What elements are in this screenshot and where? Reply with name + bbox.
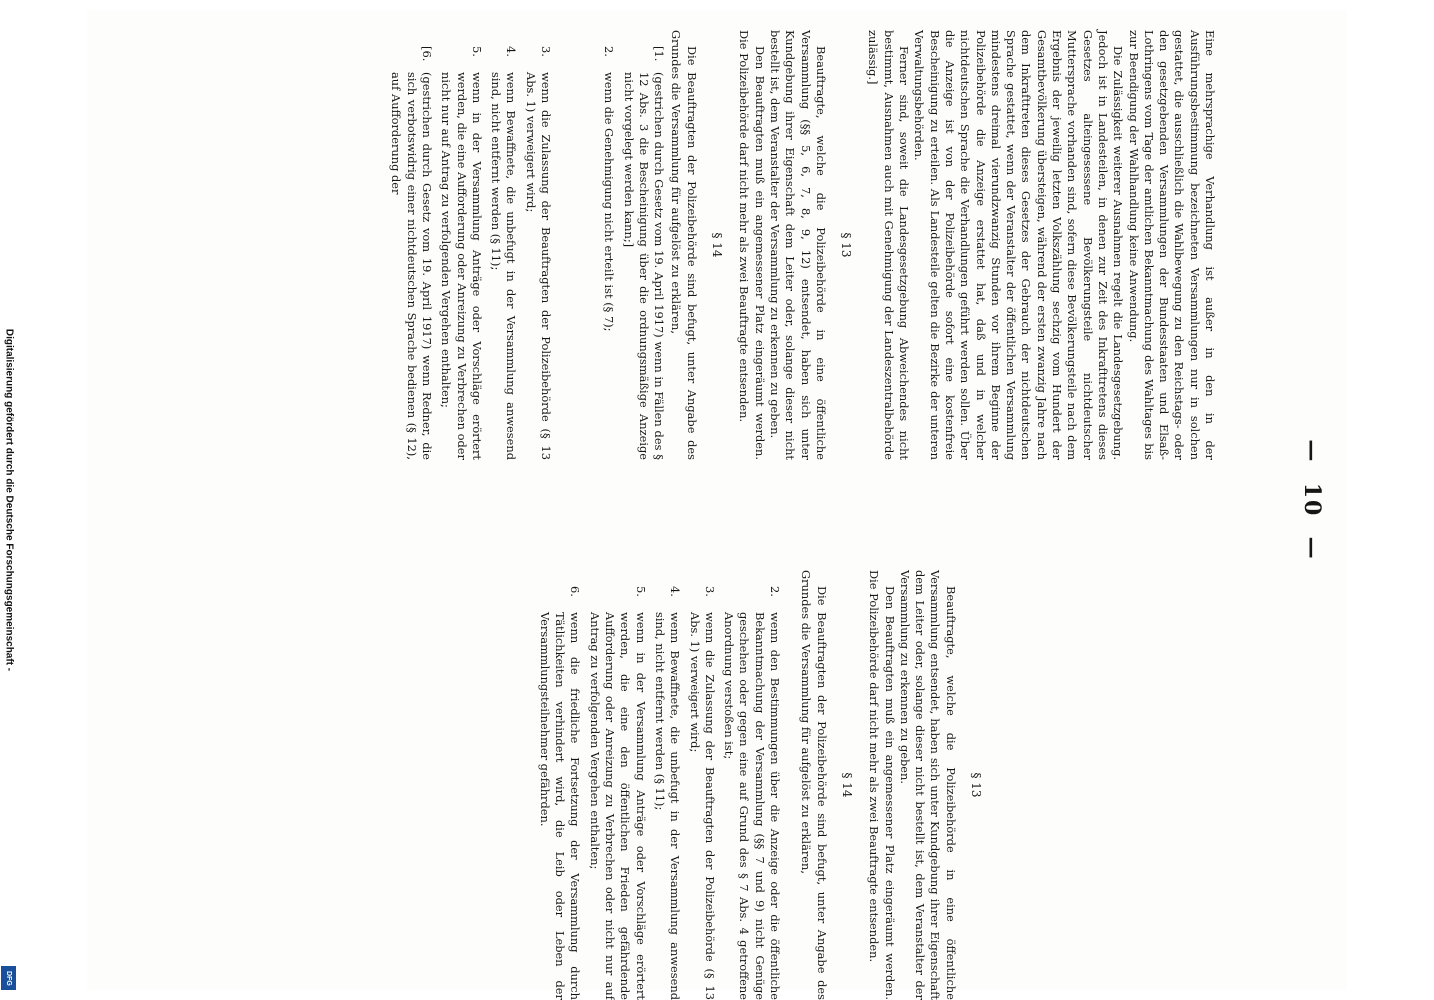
right-item-4-text: wenn Bewaffnete, die unbefugt in der Versammlung anwesend sind, nicht entfernt werden (§ 11); <box>652 612 683 1000</box>
left-item-6 <box>388 46 434 460</box>
left-item-6-text: (gestrichen durch Gesetz vom 19. April 1917) wenn Redner, die sich verbotswidrig einer nichtdeutschen Sprache bedienen (§ 12), auf Aufforderung der <box>389 72 434 460</box>
digitization-footer <box>0 0 18 1000</box>
left-s13-paragraph-2: Den Beauftragten muß ein angemessener Platz eingeräumt werden. Die Polizeibehörde darf nicht mehr als zwei Beauftragte entsenden. <box>737 30 767 460</box>
right-s14-heading: § 14 <box>839 772 854 798</box>
right-s14-paragraph-1: Die Beauftragten der Polizeibehörde sind befugt, unter Angabe des Grundes die Versammlung für aufgelöst zu erklären, <box>799 570 829 1000</box>
right-item-2-number: 2. <box>768 586 783 597</box>
right-column <box>533 570 1217 1000</box>
left-s13-paragraph-1: Beauftragte, welche die Polizeibehörde in eine öffentliche Versammlung (§§ 5, 6, 7, 8, 9, 12) entsendet, haben sich unter Kundgebung ihrer Eigenschaft dem Leiter oder, solange dieser nicht bestellt ist, dem Veranstalter der Versammlung zu erkennen zu geben. <box>767 30 828 460</box>
left-item-3 <box>522 46 553 460</box>
left-item-1-number: [1. <box>652 46 667 62</box>
right-item-4-number: 4. <box>668 586 683 597</box>
page-number-dash-left: — <box>1299 439 1325 464</box>
left-item-2-number: 2. <box>602 46 617 57</box>
right-s13-paragraph-2: Den Beauftragten muß ein angemessener Platz eingeräumt werden. Die Polizeibehörde darf nicht mehr als zwei Beauftragte entsenden. <box>867 570 897 1000</box>
right-s13-paragraph-1: Beauftragte, welche die Polizeibehörde in eine öffentliche Versammlung entsendet, haben sich unter Kundgebung ihrer Eigenschaft dem Leiter oder, solange dieser nicht bestellt ist, dem Veranstalter der Versammlung zu erkennen zu geben. <box>897 570 958 1000</box>
page-number-value: 10 <box>1299 482 1325 518</box>
left-item-2 <box>601 46 616 460</box>
right-item-6-text: wenn die friedliche Fortsetzung der Versammlung durch Tätlichkeiten verhindert wird, die Leib oder Leben der Versammlungsteilnehmer gefährden. <box>537 612 583 1000</box>
left-item-5 <box>438 46 484 460</box>
right-item-5-number: 5. <box>633 586 648 597</box>
left-intro-2: Die Zulässigkeit weiterer Ausnahmen regelt die Landesgesetzgebung. Jedoch ist in Landesteilen, in denen zur Zeit des Inkrafttretens dieses Gesetzes alteingesessene Bevölkerungsteile nichtdeutscher Muttersprache vorhanden sind, sofern diese Bevölkerungsteile nach dem Ergebnis der jeweilig letzten Volkszählung sechzig vom Hundert der Gesamtbevölkerung übersteigen, während der ersten zwanzig Jahre nach dem Inkrafttreten dieses Gesetzes der Gebrauch der nichtdeutschen Sprache gestattet, wenn der Veranstalter der öffentlichen Versammlung mindestens dreimal vierundzwanzig Stunden vor ihrem Beginne der Polizeibehörde die Anzeige erstattet hat, daß und in welcher nichtdeutschen Sprache die Verhandlungen geführt werden sollen. Über die Anzeige ist von der Polizeibehörde sofort eine kostenfreie Bescheinigung zu erteilen. Als Landesteile gelten die Bezirke der unteren Verwaltungsbehörden. <box>912 30 1126 460</box>
left-s13-heading: § 13 <box>839 232 854 258</box>
right-item-2 <box>721 586 782 1000</box>
left-item-1-text: (gestrichen durch Gesetz vom 19. April 1917) wenn in Fällen des § 12 Abs. 3 die Bescheinigung über die ordnungsmäßige Anzeige nicht vorgelegt werden kann;] <box>621 72 667 460</box>
left-item-3-number: 3. <box>539 46 554 57</box>
dfg-logo: DFG <box>1 966 16 990</box>
right-item-2-text: wenn den Bestimmungen über die Anzeige oder die öffentliche Bekanntmachung der Versammlung (§§ 7 und 9) nicht Genüge geschehen oder gegen eine auf Grund des § 7 Abs. 4 getroffene Anordnung verstoßen ist; <box>722 612 783 1000</box>
right-item-3-number: 3. <box>702 586 717 597</box>
left-s14-heading: § 14 <box>710 232 725 258</box>
left-intro-3: Ferner sind, soweit die Landesgesetzgebung Abweichendes nicht bestimmt, Ausnahmen auch mit Genehmigung der Landeszentralbehörde zulässig.] <box>866 30 912 460</box>
left-item-3-text: wenn die Zulassung der Beauftragten der Polizeibehörde (§ 13 Abs. 1) verweigert wird; <box>523 72 554 460</box>
page-number-dash-right: — <box>1299 536 1325 561</box>
left-item-6-number: [6. <box>419 46 434 62</box>
right-item-3-text: wenn die Zulassung der Beauftragten der Polizeibehörde (§ 13 Abs. 1) verweigert wird; <box>687 612 717 1000</box>
left-item-1 <box>620 46 666 460</box>
left-item-2-text: wenn die Genehmigung nicht erteilt ist (§ 7); <box>602 72 617 332</box>
left-item-5-text: wenn in der Versammlung Anträge oder Vorschläge erörtert werden, die eine Aufforderung oder Anreizung zu Verbrechen oder nicht nur auf Antrag zu verfolgenden Vergehen enthalten; <box>439 72 484 460</box>
left-item-5-number: 5. <box>469 46 484 57</box>
left-item-4-text: wenn Bewaffnete, die unbefugt in der Versammlung anwesend sind, nicht entfernt werden (§ 11); <box>489 72 519 460</box>
right-item-4 <box>652 586 683 1000</box>
right-s13-heading: § 13 <box>969 772 983 798</box>
right-item-6 <box>537 586 583 1000</box>
left-item-4 <box>488 46 519 460</box>
left-intro-1: Eine mehrsprachige Verhandlung ist außer in den in der Ausführungsbestimmung bezeichneten Versammlungen nur in solchen gestattet, die ausschließlich die Wahlbewegung zu den Reichstags- oder den gesetzgebenden Versammlungen der Bundesstaaten und Elsaß-Lothringens vom Tage der amtlichen Bekanntmachung des Wahltages bis zur Beendigung der Wahlhandlung keine Anwendung. <box>1126 30 1217 460</box>
left-column <box>384 30 1217 460</box>
footer-credit-text: Digitalisierung gefördert durch die Deutsche Forschungsgemeinschaft - <box>3 328 15 672</box>
left-s14-paragraph-1: Die Beauftragten der Polizeibehörde sind befugt, unter Angabe des Grundes die Versammlung für aufgelöst zu erklären, <box>669 30 699 460</box>
right-item-5 <box>586 586 647 1000</box>
right-item-5-text: wenn in der Versammlung Anträge oder Vorschläge erörtert werden, die eine den öffentlichen Frieden gefährdende Aufforderung oder Anreizung zu Verbrechen oder nicht nur auf Antrag zu verfolgenden Vergehen enthalten; <box>587 612 648 1000</box>
right-item-6-number: 6. <box>568 586 583 597</box>
right-item-3 <box>686 586 717 1000</box>
page-number <box>1299 10 1325 990</box>
scanned-page <box>87 10 1347 1000</box>
left-item-4-number: 4. <box>504 46 519 57</box>
